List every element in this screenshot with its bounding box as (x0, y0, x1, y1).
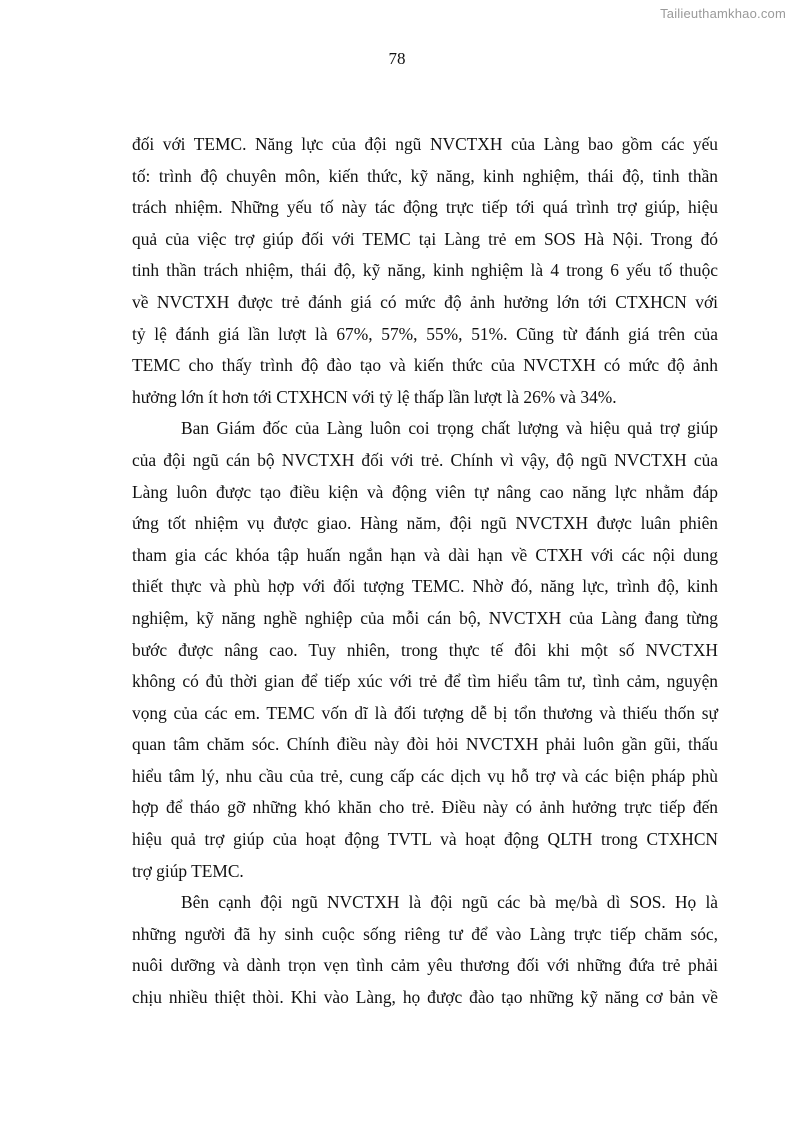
text-line: bước được nâng cao. Tuy nhiên, trong thực tế đôi khi một số NVCTXH (132, 639, 718, 660)
text-line: hợp để tháo gỡ những khó khăn cho trẻ. Điều này có ảnh hưởng trực tiếp đến (132, 797, 718, 818)
text-line: nuôi dưỡng và dành trọn vẹn tình cảm yêu thương đối với những đứa trẻ phải (132, 955, 718, 976)
text-line: trách nhiệm. Những yếu tố này tác động trực tiếp tới quá trình trợ giúp, hiệu (132, 197, 718, 218)
text-line: tố: trình độ chuyên môn, kiến thức, kỹ năng, kinh nghiệm, thái độ, tinh thần (132, 165, 718, 186)
text-line: TEMC cho thấy trình độ đào tạo và kiến thức của NVCTXH có mức độ ảnh (132, 355, 718, 376)
text-line: về NVCTXH được trẻ đánh giá có mức độ ảnh hưởng lớn tới CTXHCN với (132, 291, 718, 312)
text-line: tinh thần trách nhiệm, thái độ, kỹ năng, kinh nghiệm là 4 trong 6 yếu tố thuộc (132, 260, 718, 281)
paragraph-1 (132, 129, 718, 413)
text-line: quan tâm chăm sóc. Chính điều này đòi hỏi NVCTXH phải luôn gần gũi, thấu (132, 734, 718, 755)
paragraph-3 (132, 887, 718, 1013)
text-line: Ban Giám đốc của Làng luôn coi trọng chất lượng và hiệu quả trợ giúp (181, 418, 718, 439)
text-line: trợ giúp TEMC. (132, 860, 244, 881)
text-line: tỷ lệ đánh giá lần lượt là 67%, 57%, 55%, 51%. Cũng từ đánh giá trên của (132, 323, 718, 344)
text-line: Làng luôn được tạo điều kiện và động viên tự nâng cao năng lực nhằm đáp (132, 481, 718, 502)
text-line: vọng của các em. TEMC vốn dĩ là đối tượng dễ bị tổn thương và thiếu thốn sự (132, 702, 718, 723)
text-line: hiệu quả trợ giúp của hoạt động TVTL và hoạt động QLTH trong CTXHCN (132, 829, 718, 850)
text-line: những người đã hy sinh cuộc sống riêng tư để vào Làng trực tiếp chăm sóc, (132, 923, 718, 944)
text-line: thiết thực và phù hợp với đối tượng TEMC. Nhờ đó, năng lực, trình độ, kinh (132, 576, 718, 597)
text-line: nghiệm, kỹ năng nghề nghiệp của mỗi cán bộ, NVCTXH của Làng đang từng (132, 607, 718, 628)
page-number: 78 (388, 49, 406, 68)
text-line: quả của việc trợ giúp đối với TEMC tại Làng trẻ em SOS Hà Nội. Trong đó (132, 228, 718, 249)
text-line: không có đủ thời gian để tiếp xúc với trẻ để tìm hiểu tâm tư, tình cảm, nguyện (132, 671, 718, 692)
text-line: chịu nhiều thiệt thòi. Khi vào Làng, họ được đào tạo những kỹ năng cơ bản về (132, 987, 718, 1008)
watermark: Tailieuthamkhao.com (660, 6, 786, 21)
text-line: Bên cạnh đội ngũ NVCTXH là đội ngũ các bà mẹ/bà dì SOS. Họ là (181, 892, 718, 913)
text-line: tham gia các khóa tập huấn ngắn hạn và dài hạn về CTXH với các nội dung (132, 544, 718, 565)
text-line: hiểu tâm lý, nhu cầu của trẻ, cung cấp các dịch vụ hỗ trợ và các biện pháp phù (132, 765, 718, 786)
text-line: hưởng lớn ít hơn tới CTXHCN với tỷ lệ thấp lần lượt là 26% và 34%. (132, 386, 617, 407)
text-line: của đội ngũ cán bộ NVCTXH đối với trẻ. Chính vì vậy, độ ngũ NVCTXH của (132, 449, 718, 470)
text-line: đối với TEMC. Năng lực của đội ngũ NVCTXH của Làng bao gồm các yếu (132, 134, 718, 154)
page-body (132, 129, 718, 1014)
paragraph-2 (132, 413, 718, 887)
text-line: ứng tốt nhiệm vụ được giao. Hàng năm, đội ngũ NVCTXH được luân phiên (132, 513, 718, 534)
